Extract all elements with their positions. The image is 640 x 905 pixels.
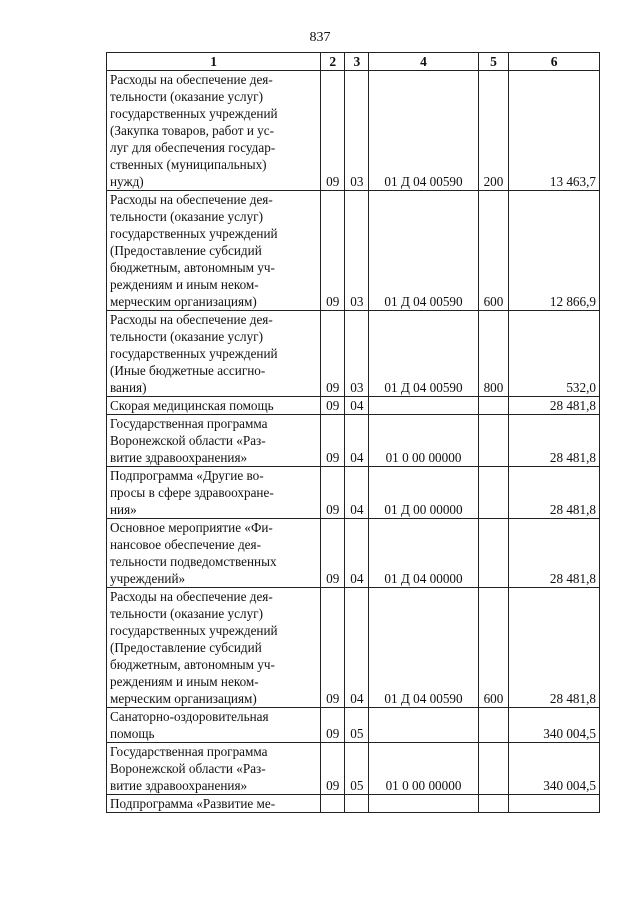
expense-type-cell: 600 [478, 191, 509, 311]
item-name-cell [107, 588, 321, 708]
column-header: 1 [107, 53, 321, 71]
item-name-line: государственных учреждений [110, 226, 278, 241]
section-code-cell: 09 [321, 519, 345, 588]
item-name-cell [107, 71, 321, 191]
table-row [107, 795, 600, 813]
amount-cell: 28 481,8 [509, 588, 600, 708]
section-code-cell: 09 [321, 708, 345, 743]
item-name-line: мерческим организациям) [110, 294, 257, 309]
item-name-cell [107, 795, 321, 813]
item-name-line: тельности подведомственных [110, 554, 277, 569]
item-name-line: Расходы на обеспечение дея- [110, 72, 273, 87]
expense-type-cell [478, 708, 509, 743]
column-header: 3 [345, 53, 369, 71]
section-code-cell: 09 [321, 191, 345, 311]
subsection-code-cell: 03 [345, 71, 369, 191]
subsection-code-cell: 04 [345, 588, 369, 708]
expense-type-cell [478, 743, 509, 795]
table-row [107, 467, 600, 519]
item-name-line: тельности (оказание услуг) [110, 209, 263, 224]
expense-type-cell [478, 795, 509, 813]
section-code-cell: 09 [321, 467, 345, 519]
target-article-cell: 01 Д 04 00590 [369, 311, 478, 397]
item-name-line: Воронежской области «Раз- [110, 433, 266, 448]
item-name-line: реждениям и иным неком- [110, 674, 259, 689]
subsection-code-cell: 04 [345, 397, 369, 415]
table-row [107, 397, 600, 415]
target-article-cell: 01 Д 04 00590 [369, 71, 478, 191]
subsection-code-cell: 04 [345, 415, 369, 467]
item-name-cell [107, 708, 321, 743]
table-row [107, 588, 600, 708]
section-code-cell: 09 [321, 743, 345, 795]
item-name-line: тельности (оказание услуг) [110, 89, 263, 104]
table-row [107, 71, 600, 191]
section-code-cell: 09 [321, 71, 345, 191]
section-code-cell: 09 [321, 397, 345, 415]
item-name-line: ния» [110, 502, 137, 517]
item-name-line: Подпрограмма «Развитие ме- [110, 796, 276, 811]
item-name-cell [107, 191, 321, 311]
target-article-cell: 01 0 00 00000 [369, 743, 478, 795]
subsection-code-cell: 04 [345, 519, 369, 588]
item-name-line: (Закупка товаров, работ и ус- [110, 123, 275, 138]
table-row [107, 743, 600, 795]
table-row [107, 708, 600, 743]
item-name-line: реждениям и иным неком- [110, 277, 259, 292]
amount-cell: 28 481,8 [509, 415, 600, 467]
expense-type-cell [478, 415, 509, 467]
item-name-line: Санаторно-оздоровительная [110, 709, 269, 724]
expense-type-cell [478, 397, 509, 415]
target-article-cell [369, 708, 478, 743]
item-name-line: вания) [110, 380, 147, 395]
item-name-line: тельности (оказание услуг) [110, 606, 263, 621]
page-number: 837 [309, 30, 331, 45]
section-code-cell [321, 795, 345, 813]
target-article-cell: 01 0 00 00000 [369, 415, 478, 467]
item-name-cell [107, 743, 321, 795]
item-name-line: (Предоставление субсидий [110, 640, 262, 655]
item-name-line: Скорая медицинская помощь [110, 398, 274, 413]
item-name-line: (Предоставление субсидий [110, 243, 262, 258]
column-header: 6 [509, 53, 600, 71]
amount-cell: 12 866,9 [509, 191, 600, 311]
item-name-line: Расходы на обеспечение дея- [110, 192, 273, 207]
table-header-row [107, 53, 600, 71]
item-name-cell [107, 397, 321, 415]
item-name-cell [107, 415, 321, 467]
target-article-cell [369, 397, 478, 415]
section-code-cell: 09 [321, 311, 345, 397]
item-name-line: витие здравоохранения» [110, 778, 248, 793]
amount-cell: 340 004,5 [509, 708, 600, 743]
item-name-cell [107, 519, 321, 588]
section-code-cell: 09 [321, 588, 345, 708]
item-name-line: нансовое обеспечение дея- [110, 537, 261, 552]
column-header: 4 [369, 53, 478, 71]
item-name-line: ственных (муниципальных) [110, 157, 267, 172]
column-header: 5 [478, 53, 509, 71]
subsection-code-cell: 05 [345, 708, 369, 743]
item-name-line: тельности (оказание услуг) [110, 329, 263, 344]
table-row [107, 311, 600, 397]
item-name-line: учреждений» [110, 571, 186, 586]
expense-type-cell [478, 467, 509, 519]
item-name-line: бюджетным, автономным уч- [110, 260, 275, 275]
item-name-line: витие здравоохранения» [110, 450, 248, 465]
amount-cell: 532,0 [509, 311, 600, 397]
target-article-cell: 01 Д 00 00000 [369, 467, 478, 519]
item-name-line: Подпрограмма «Другие во- [110, 468, 264, 483]
item-name-line: Воронежской области «Раз- [110, 761, 266, 776]
expense-type-cell: 800 [478, 311, 509, 397]
item-name-line: Государственная программа [110, 416, 268, 431]
amount-cell [509, 795, 600, 813]
column-header: 2 [321, 53, 345, 71]
item-name-line: нужд) [110, 174, 144, 189]
target-article-cell: 01 Д 04 00000 [369, 519, 478, 588]
target-article-cell: 01 Д 04 00590 [369, 191, 478, 311]
budget-table [106, 52, 600, 813]
amount-cell: 28 481,8 [509, 467, 600, 519]
table-row [107, 415, 600, 467]
table-row [107, 519, 600, 588]
item-name-line: помощь [110, 726, 155, 741]
item-name-line: Расходы на обеспечение дея- [110, 589, 273, 604]
item-name-line: государственных учреждений [110, 346, 278, 361]
expense-type-cell: 200 [478, 71, 509, 191]
amount-cell: 13 463,7 [509, 71, 600, 191]
item-name-line: просы в сфере здравоохране- [110, 485, 274, 500]
table-row [107, 191, 600, 311]
item-name-line: (Иные бюджетные ассигно- [110, 363, 266, 378]
subsection-code-cell: 03 [345, 311, 369, 397]
item-name-line: луг для обеспечения государ- [110, 140, 276, 155]
item-name-cell [107, 467, 321, 519]
item-name-line: бюджетным, автономным уч- [110, 657, 275, 672]
amount-cell: 28 481,8 [509, 397, 600, 415]
amount-cell: 28 481,8 [509, 519, 600, 588]
subsection-code-cell: 05 [345, 743, 369, 795]
target-article-cell: 01 Д 04 00590 [369, 588, 478, 708]
expense-type-cell [478, 519, 509, 588]
item-name-line: Расходы на обеспечение дея- [110, 312, 273, 327]
table-body [107, 71, 600, 813]
item-name-line: государственных учреждений [110, 623, 278, 638]
item-name-line: мерческим организациям) [110, 691, 257, 706]
item-name-line: Основное мероприятие «Фи- [110, 520, 273, 535]
subsection-code-cell: 03 [345, 191, 369, 311]
subsection-code-cell: 04 [345, 467, 369, 519]
item-name-cell [107, 311, 321, 397]
amount-cell: 340 004,5 [509, 743, 600, 795]
expense-type-cell: 600 [478, 588, 509, 708]
section-code-cell: 09 [321, 415, 345, 467]
item-name-line: государственных учреждений [110, 106, 278, 121]
subsection-code-cell [345, 795, 369, 813]
item-name-line: Государственная программа [110, 744, 268, 759]
target-article-cell [369, 795, 478, 813]
